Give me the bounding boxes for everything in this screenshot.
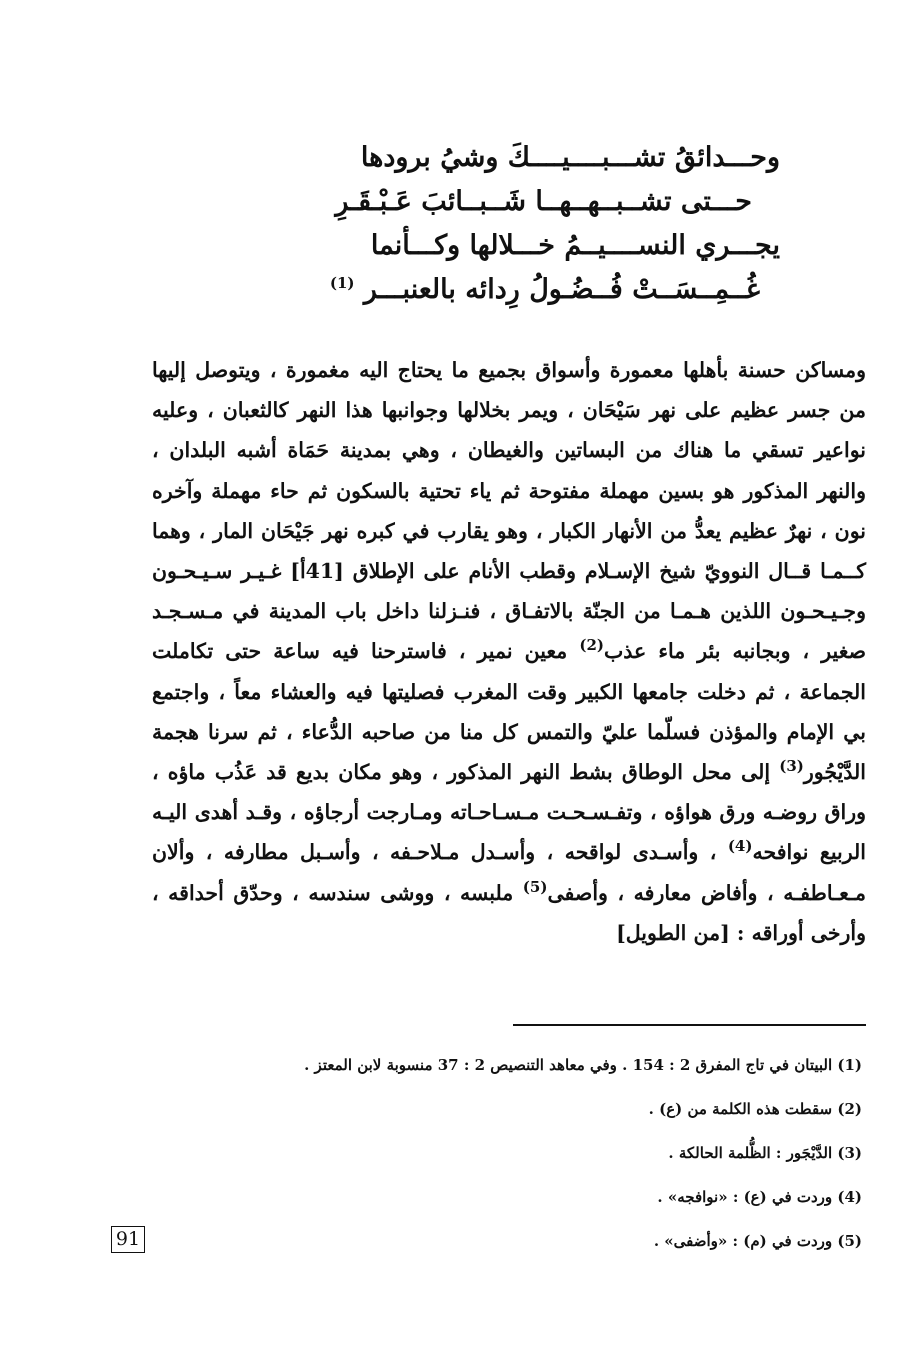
footnote: (2) سقطت هذه الكلمة من (ع) . [648,1100,862,1118]
poem-line-last [255,268,780,312]
footnote-ref: (4) [727,837,753,856]
body-text-part: ، وأسـدى لواقحه ، وأسـدل مـلاحـفه ، وأسـبل مطارفه ، وألان مـعـاطفـه ، وأفاض معارفه ، وأصفى [152,840,866,905]
body-text-part: إلى محل الوطاق بشط النهر المذكور ، وهو مكان بديع قد عَذُب ماؤه ، وراق روضـه ورق هواؤه ، وتفـسـحـت مـسـاحـاته ومـارجت أرجاؤه ، وقـد أهدى اليـه الربيع نوافحه [152,760,866,865]
poem-line: حـــتى تشــبــهــهــا شَــبــائبَ عَـبْـقَـرِ [335,186,752,217]
footnote-ref: (3) [779,757,804,776]
body-text-part: ملبسه ، ووشى سندسه ، وحدّق أحداقه ، وأرخى أوراقه : [من الطويل] [152,880,866,945]
footnotes [250,1043,862,1263]
footnote-ref: (5) [522,877,548,896]
page-number: 91 [111,1226,145,1253]
poem-line-text: غُــمِــسَــتْ فُــضُـولُ رِدائه بالعنبـــر [363,274,760,305]
footnote-divider [513,1024,866,1026]
body-text [152,350,866,953]
footnote: (5) وردت في (م) : «وأضفى» . [653,1232,862,1250]
footnote: (4) وردت في (ع) : «نوافجه» . [657,1188,862,1206]
footnote-ref: (1) [329,274,355,292]
footnote: (1) البيتان في تاج المفرق 2 : 154 . وفي معاهد التنصيص 2 : 37 منسوبة لابن المعتز . [304,1056,862,1074]
poem-line: يجـــري النســــيــمُ خـــلالها وكـــأنما [370,230,780,261]
footnote: (3) الدَّيْجَور : الظُّلمة الحالكة . [668,1144,862,1162]
poem-block [255,136,780,312]
footnote-ref: (2) [579,636,604,655]
poem-line: وحـــدائقُ تشـــبــــيــــكَ وشيُ برودها [360,142,780,173]
body-text-part: ومساكن حسنة بأهلها معمورة وأسواق بجميع ما يحتاج اليه مغمورة ، ويتوصل إليها من جسر عظيم على نهر سَيْحَان ، ويمر بخلالها وجوانبها هذا النهر كالثعبان ، وعليه نواعير تسقي ما هناك من البساتين والغيطان ، وهي بمدينة حَمَاة أشبه البلدان ، والنهر المذكور هو بسين مهملة مفتوحة ثم ياء تحتية بالسكون ثم حاء مهملة وآخره نون ، نهرٌ عظيم يعدُّ من الأنهار الكبار ، وهو يقارب في كبره نهر جَيْحَان المار ، وهما كــمـا قــال النوويّ شيخ الإسـلام وقطب الأنام على الإطلاق [41أ] غـيـر سـيـحـون وجـيـحـون اللذين هـمـا من الجنّة بالاتفـاق ، فنـزلنا داخل باب المدينة في مـسـجـد صغير ، وبجانبه بئر ماء عذب [152,358,866,664]
body-text-part: معين نمير ، فاسترحنا فيه ساعة حتى تكاملت الجماعة ، ثم دخلت جامعها الكبير وقت المغرب فصليتها فيه والعشاء معاً ، واجتمع بي الإمام والمؤذن فسلّما عليّ والتمس كل منا من صاحبه الدُّعاء ، ثم سرنا هجمة الدَّيْجُور [152,639,866,785]
body-paragraph [152,350,866,953]
